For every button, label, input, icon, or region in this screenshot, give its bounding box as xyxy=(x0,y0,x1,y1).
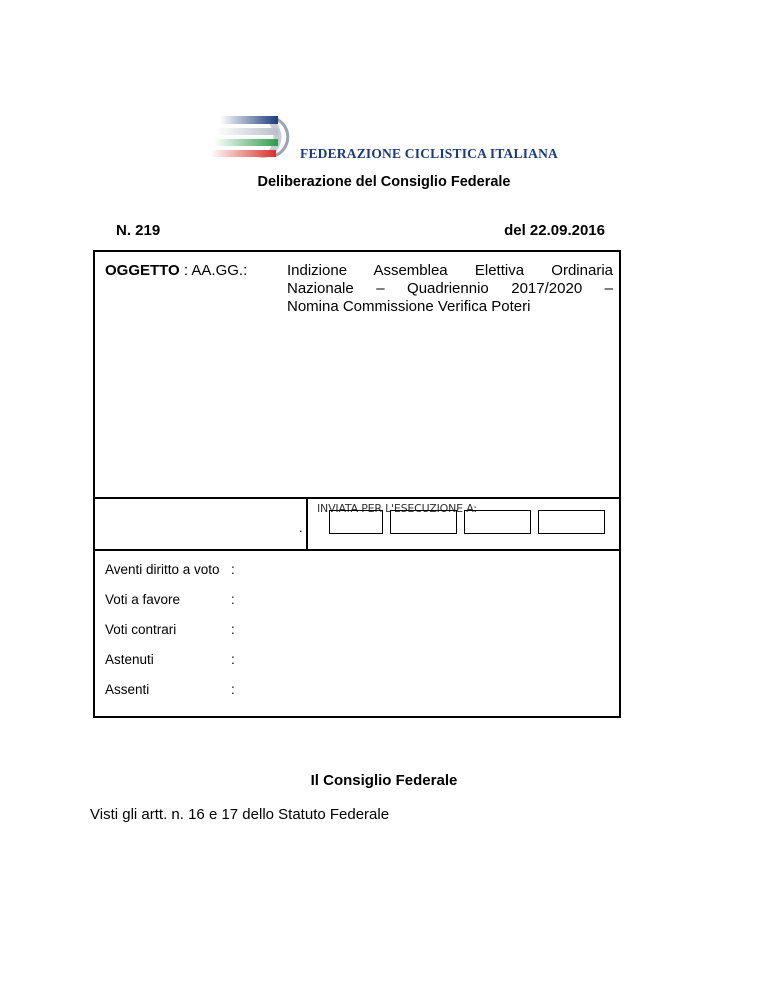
vote-colon: : xyxy=(231,652,235,667)
recipient-box xyxy=(464,510,531,534)
organization-name: FEDERAZIONE CICLISTICA ITALIANA xyxy=(300,146,559,161)
execution-dot: . xyxy=(299,520,303,535)
body-first-line: Visti gli artt. n. 16 e 17 dello Statuto Federale xyxy=(90,806,390,823)
subject-text xyxy=(287,262,613,316)
vote-colon: : xyxy=(231,622,235,637)
council-heading: Il Consiglio Federale xyxy=(310,772,458,789)
divider xyxy=(306,497,308,549)
recipient-box xyxy=(538,510,605,534)
federation-logo xyxy=(208,112,304,162)
vote-label: Voti a favore xyxy=(105,592,181,607)
deliberation-form-box xyxy=(93,250,621,718)
execution-row xyxy=(95,497,619,549)
subject-code: AA.GG.: xyxy=(191,262,248,279)
vote-colon: : xyxy=(231,682,235,697)
subject-label: OGGETTO xyxy=(105,262,180,279)
vote-label: Voti contrari xyxy=(105,622,177,637)
vote-colon: : xyxy=(231,592,235,607)
recipient-box xyxy=(329,510,383,534)
subject-line: Nazionale – Quadriennio 2017/2020 – xyxy=(287,280,613,297)
deliberation-date: del 22.09.2016 xyxy=(504,222,605,239)
deliberation-number: N. 219 xyxy=(116,222,161,239)
execution-label: INVIATA PER L'ESECUZIONE A: xyxy=(317,502,477,515)
recipient-box xyxy=(390,510,457,534)
document-title: Deliberazione del Consiglio Federale xyxy=(257,174,511,190)
vote-colon: : xyxy=(231,562,235,577)
subject-line: Indizione Assemblea Elettiva Ordinaria xyxy=(287,262,613,279)
vote-label: Assenti xyxy=(105,682,150,697)
divider xyxy=(95,549,619,551)
subject-separator: : xyxy=(179,262,192,279)
vote-label: Astenuti xyxy=(105,652,154,667)
vote-label: Aventi diritto a voto xyxy=(105,562,220,577)
subject-line: Nomina Commissione Verifica Poteri xyxy=(287,298,531,315)
subject-label-row xyxy=(105,262,247,279)
